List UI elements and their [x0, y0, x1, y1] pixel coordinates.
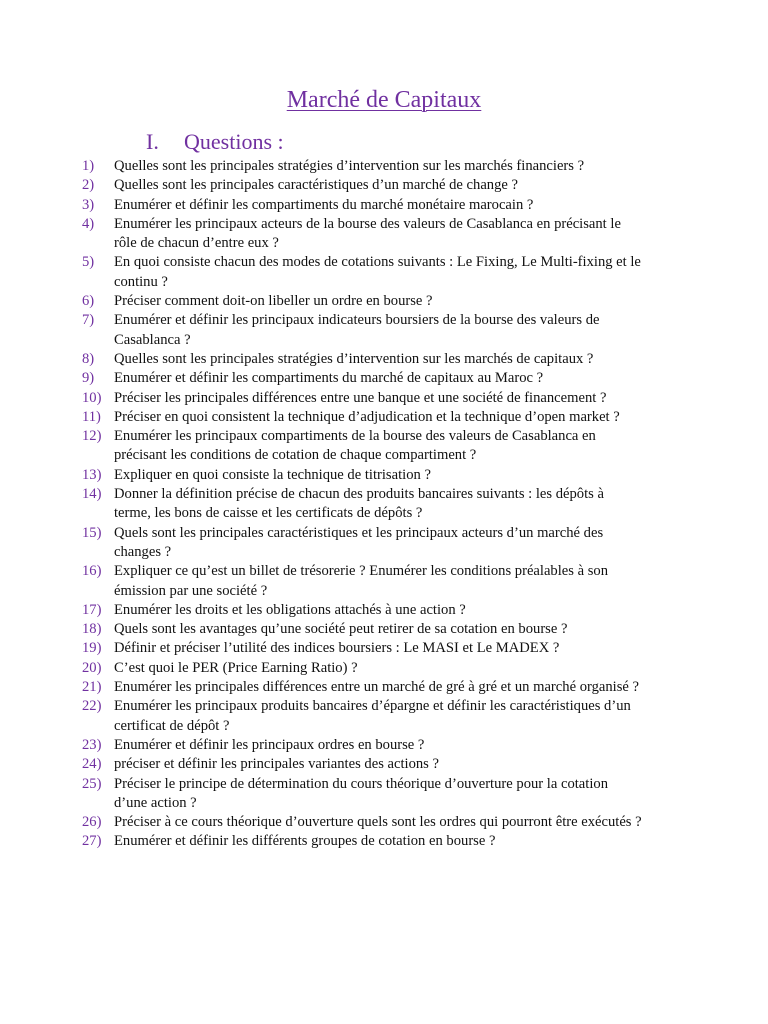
question-item: [82, 562, 702, 601]
question-text-line: Enumérer et définir les principaux indicateurs boursiers de la bourse des valeurs de: [114, 312, 600, 329]
question-item: [82, 369, 702, 388]
question-item: [82, 196, 702, 215]
question-number: 3): [82, 196, 95, 213]
question-item: [82, 466, 702, 485]
section-label: Questions :: [184, 129, 284, 154]
question-item: [82, 524, 702, 563]
question-number: 17): [82, 601, 102, 618]
question-text-line: Enumérer les droits et les obligations attachés à une action ?: [114, 601, 466, 618]
question-number: 20): [82, 659, 102, 676]
question-number: 4): [82, 215, 95, 232]
question-number: 18): [82, 621, 102, 638]
question-text-line: changes ?: [114, 543, 172, 560]
question-number: 1): [82, 158, 95, 174]
question-text-line: Enumérer les principales différences entre un marché de gré à gré et un marché organisé ?: [114, 679, 639, 696]
question-text-line: Enumérer les principaux produits bancaires d’épargne et définir les caractéristiques d’un: [114, 698, 631, 715]
question-text-line: continu ?: [114, 273, 168, 290]
question-text-line: Expliquer ce qu’est un billet de trésorerie ? Enumérer les conditions préalables à son: [114, 563, 608, 580]
section-number: I.: [146, 129, 159, 154]
question-number: 2): [82, 177, 95, 194]
section-heading: [146, 128, 284, 156]
question-number: 13): [82, 466, 102, 483]
question-number: 24): [82, 756, 102, 773]
question-number: 25): [82, 775, 102, 792]
question-item: [82, 813, 702, 832]
question-item: [82, 408, 702, 427]
question-item: [82, 697, 702, 736]
question-item: [82, 639, 702, 658]
document-title: Marché de Capitaux: [286, 87, 482, 113]
question-number: 16): [82, 563, 102, 580]
question-text-line: Enumérer les principaux compartiments de la bourse des valeurs de Casablanca en: [114, 428, 596, 445]
question-item: [82, 678, 702, 697]
question-number: 6): [82, 293, 95, 310]
question-number: 8): [82, 350, 95, 367]
question-number: 22): [82, 698, 102, 715]
question-text-line: Enumérer et définir les compartiments du marché de capitaux au Maroc ?: [114, 370, 544, 387]
question-item: [82, 485, 702, 524]
question-text-line: Préciser comment doit-on libeller un ordre en bourse ?: [114, 293, 433, 310]
question-item: [82, 292, 702, 311]
question-item: [82, 755, 702, 774]
question-item: [82, 389, 702, 408]
question-item: [82, 775, 702, 814]
question-item: [82, 176, 702, 195]
question-text-line: terme, les bons de caisse et les certificats de dépôts ?: [114, 505, 423, 522]
question-item: [82, 253, 702, 292]
question-item: [82, 215, 702, 254]
question-text-line: émission par une société ?: [114, 582, 268, 599]
question-text-line: Enumérer les principaux acteurs de la bourse des valeurs de Casablanca en précisant le: [114, 215, 621, 232]
question-number: 26): [82, 814, 102, 831]
question-item: [82, 427, 702, 466]
question-number: 15): [82, 524, 102, 541]
question-text-line: Quelles sont les principales stratégies d’intervention sur les marchés financiers ?: [114, 158, 585, 174]
question-text-line: Expliquer en quoi consiste la technique de titrisation ?: [114, 466, 431, 483]
question-item: [82, 601, 702, 620]
question-text-line: rôle de chacun d’entre eux ?: [114, 235, 279, 252]
question-text-line: Enumérer et définir les différents groupes de cotation en bourse ?: [114, 833, 496, 850]
question-item: [82, 832, 702, 851]
question-text-line: Enumérer et définir les principaux ordres en bourse ?: [114, 736, 425, 753]
question-text-line: Donner la définition précise de chacun des produits bancaires suivants : les dépôts à: [114, 486, 604, 503]
question-number: 23): [82, 736, 102, 753]
question-text-line: Enumérer et définir les compartiments du marché monétaire marocain ?: [114, 196, 534, 213]
question-number: 7): [82, 312, 95, 329]
question-item: [82, 659, 702, 678]
questions-list: [82, 157, 702, 852]
question-text-line: Préciser en quoi consistent la technique d’adjudication et la technique d’open market ?: [114, 408, 620, 425]
question-item: [82, 350, 702, 369]
question-text-line: Préciser les principales différences entre une banque et une société de financement ?: [114, 389, 607, 406]
question-item: [82, 311, 702, 350]
question-text-line: Préciser le principe de détermination du cours théorique d’ouverture pour la cotation: [114, 775, 608, 792]
question-number: 5): [82, 254, 95, 271]
question-text-line: Quels sont les principales caractéristiques et les principaux acteurs d’un marché des: [114, 524, 604, 541]
question-item: [82, 736, 702, 755]
question-text-line: d’une action ?: [114, 794, 197, 811]
question-text-line: En quoi consiste chacun des modes de cotations suivants : Le Fixing, Le Multi-fixing et le: [114, 254, 641, 271]
question-number: 9): [82, 370, 95, 387]
question-text-line: certificat de dépôt ?: [114, 717, 230, 734]
question-text-line: précisant les conditions de cotation de chaque compartiment ?: [114, 447, 477, 464]
question-item: [82, 620, 702, 639]
question-text-line: Quelles sont les principales stratégies d’intervention sur les marchés de capitaux ?: [114, 350, 594, 367]
question-text-line: préciser et définir les principales variantes des actions ?: [114, 756, 439, 773]
question-number: 19): [82, 640, 102, 657]
question-text-line: Quelles sont les principales caractéristiques d’un marché de change ?: [114, 177, 519, 194]
question-text-line: Quels sont les avantages qu’une société peut retirer de sa cotation en bourse ?: [114, 621, 568, 638]
question-number: 11): [82, 408, 101, 425]
question-number: 10): [82, 389, 102, 406]
question-text-line: Casablanca ?: [114, 331, 191, 348]
question-number: 14): [82, 486, 102, 503]
question-text-line: Préciser à ce cours théorique d’ouverture quels sont les ordres qui pourront être exécutés ?: [114, 814, 642, 831]
question-item: [82, 157, 702, 176]
question-number: 12): [82, 428, 102, 445]
question-text-line: C’est quoi le PER (Price Earning Ratio) ?: [114, 659, 358, 676]
question-text-line: Définir et préciser l’utilité des indices boursiers : Le MASI et Le MADEX ?: [114, 640, 560, 657]
question-number: 21): [82, 679, 102, 696]
question-number: 27): [82, 833, 102, 850]
